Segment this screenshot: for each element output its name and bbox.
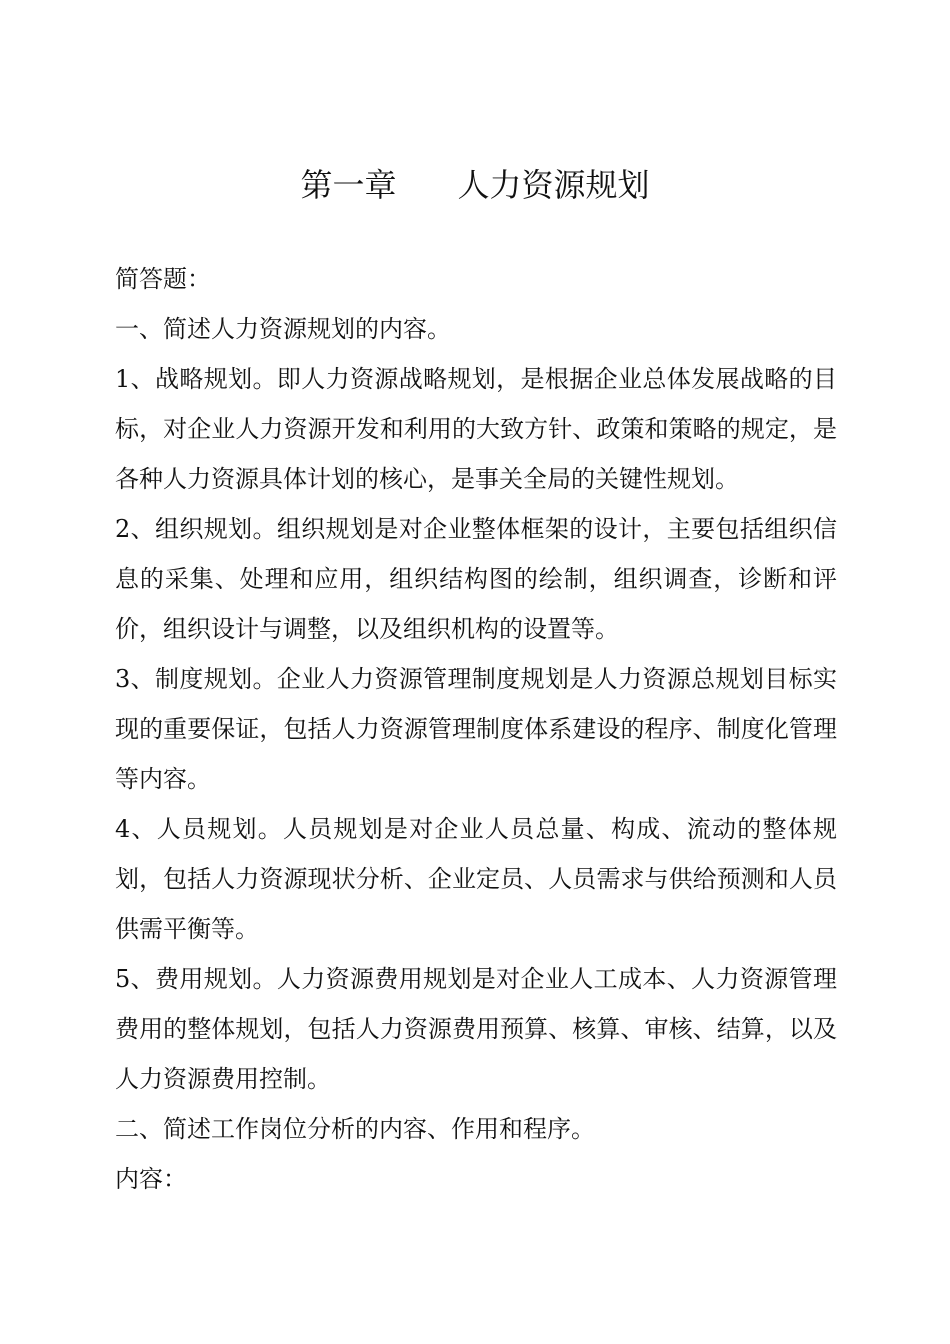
paragraph-cost-planning: 5、费用规划。人力资源费用规划是对企业人工成本、人力资源管理费用的整体规划，包括人力资源费用预算、核算、审核、结算，以及人力资源费用控制。 xyxy=(115,965,837,1093)
paragraph-organization-planning: 2、组织规划。组织规划是对企业整体框架的设计，主要包括组织信息的采集、处理和应用，组织结构图的绘制，组织调查，诊断和评价，组织设计与调整，以及组织机构的设置等。 xyxy=(115,515,837,643)
chapter-title: 第一章 人力资源规划 xyxy=(300,166,650,204)
paragraph-personnel-planning: 4、人员规划。人员规划是对企业人员总量、构成、流动的整体规划，包括人力资源现状分析、企业定员、人员需求与供给预测和人员供需平衡等。 xyxy=(115,815,837,943)
paragraph-system-planning: 3、制度规划。企业人力资源管理制度规划是人力资源总规划目标实现的重要保证，包括人力资源管理制度体系建设的程序、制度化管理等内容。 xyxy=(115,665,837,793)
question-heading-2: 二、简述工作岗位分析的内容、作用和程序。 xyxy=(115,1115,595,1143)
paragraph-strategy-planning: 1、战略规划。即人力资源战略规划，是根据企业总体发展战略的目标，对企业人力资源开发和利用的大致方针、政策和策略的规定，是各种人力资源具体计划的核心，是事关全局的关键性规划。 xyxy=(115,365,837,493)
section-label-short-answer: 简答题： xyxy=(115,265,211,293)
document-body xyxy=(115,254,837,1204)
section-label-content: 内容： xyxy=(115,1165,187,1193)
question-heading-1: 一、简述人力资源规划的内容。 xyxy=(115,315,451,343)
